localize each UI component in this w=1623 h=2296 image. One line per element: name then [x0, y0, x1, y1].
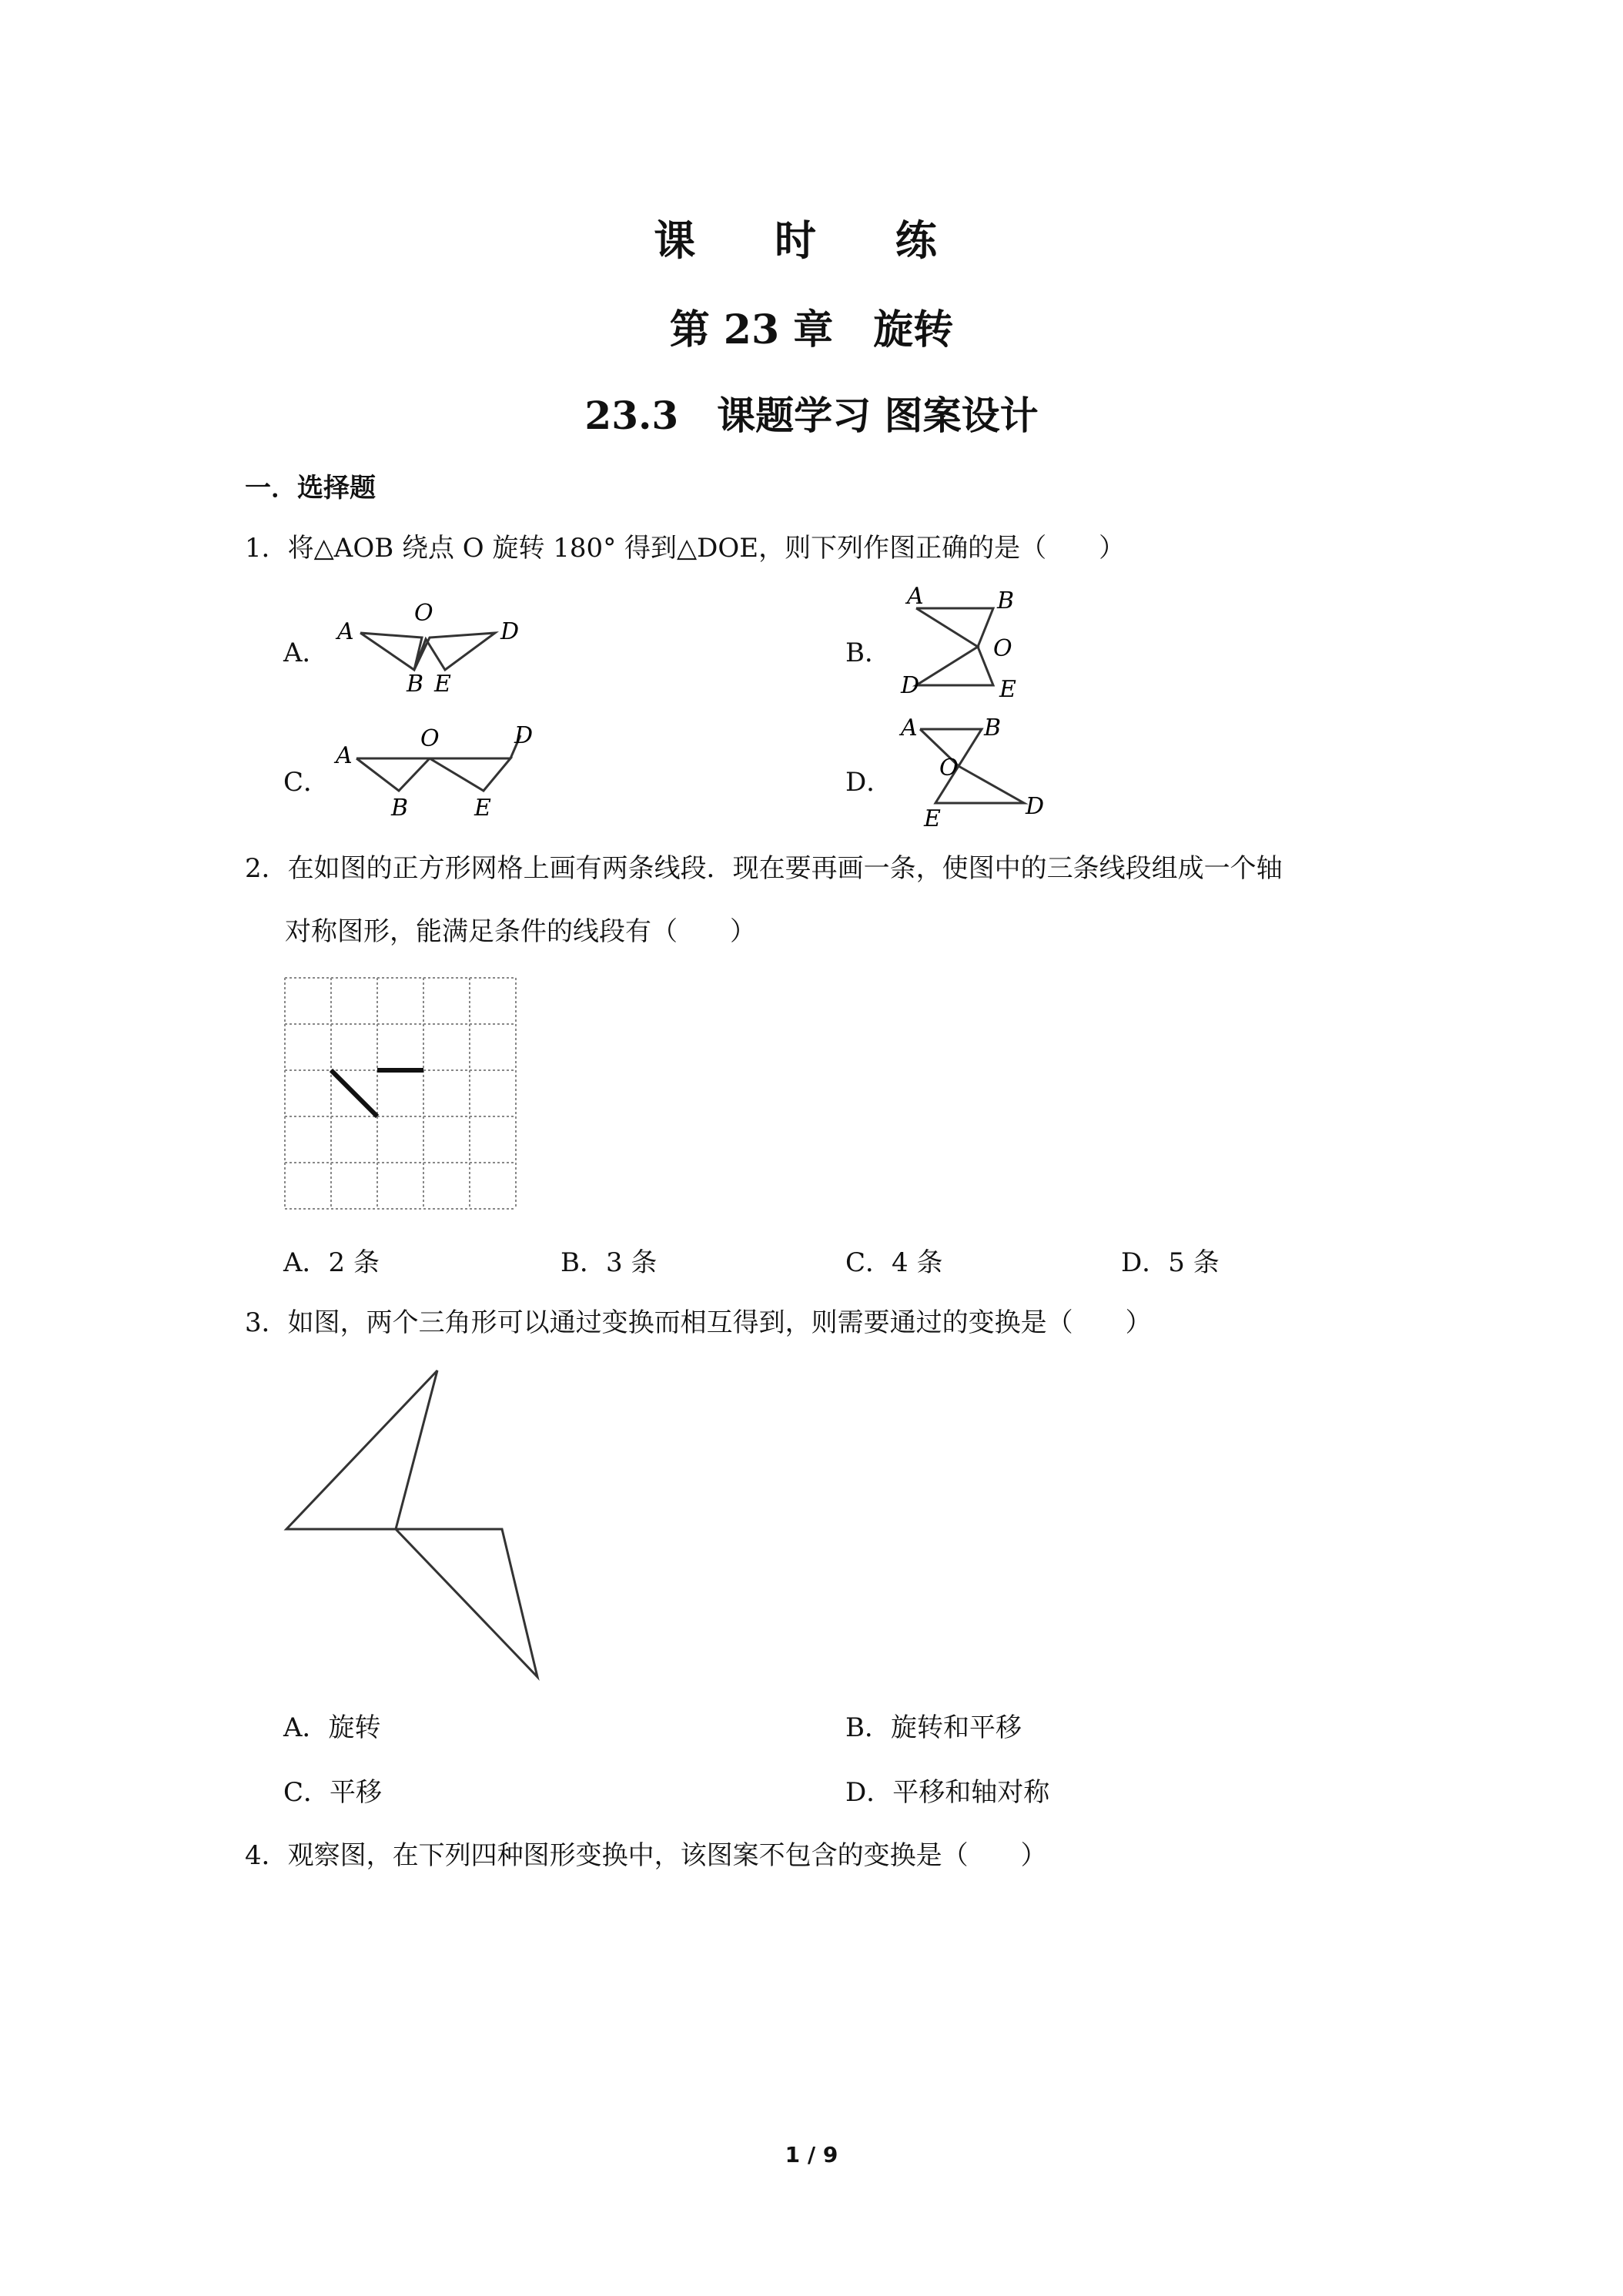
- q1-option-a-label: A．: [283, 638, 329, 668]
- q1-option-b-label: B．: [845, 638, 891, 668]
- q2-option-c: C．4 条: [845, 1247, 943, 1278]
- section-label: 一．选择题: [245, 473, 376, 504]
- q2-option-b: B．3 条: [561, 1247, 658, 1278]
- svg-text:A: A: [336, 742, 353, 769]
- q2-option-a: A．2 条: [283, 1247, 380, 1278]
- svg-text:D: D: [901, 672, 920, 699]
- svg-text:A: A: [907, 585, 924, 610]
- page-title: 课 时 练: [654, 216, 969, 265]
- q1-option-c-label: C．: [283, 767, 330, 798]
- q1-option-d-label: D．: [845, 767, 893, 798]
- q3-option-c: C．平移: [283, 1777, 383, 1808]
- svg-text:D: D: [1026, 793, 1045, 820]
- q3-option-a: A．旋转: [283, 1712, 381, 1743]
- q2-grid-figure: [283, 976, 524, 1217]
- q3-option-b: B．旋转和平移: [845, 1712, 1022, 1743]
- svg-text:E: E: [474, 795, 491, 820]
- svg-text:B: B: [984, 715, 1002, 741]
- question-2-text-line1: 2．在如图的正方形网格上画有两条线段．现在要再画一条，使图中的三条线段组成一个轴: [245, 853, 1283, 884]
- svg-text:A: A: [901, 715, 918, 741]
- q1-option-c-figure: [330, 720, 553, 820]
- q1-option-d-figure: [885, 712, 1062, 835]
- svg-text:O: O: [414, 600, 433, 627]
- q3-option-d: D．平移和轴对称: [845, 1777, 1050, 1808]
- question-4-text: 4．观察图，在下列四种图形变换中，该图案不包含的变换是（ ）: [245, 1840, 1047, 1871]
- svg-text:E: E: [924, 805, 941, 832]
- question-1-text: 1．将△AOB 绕点 O 旋转 180° 得到△DOE，则下列作图正确的是（ ）: [245, 533, 1126, 564]
- svg-text:D: D: [514, 722, 534, 749]
- q3-triangles-figure: [277, 1360, 554, 1683]
- svg-text:B: B: [997, 587, 1015, 614]
- svg-text:B: B: [391, 795, 409, 820]
- svg-text:O: O: [939, 755, 959, 782]
- svg-text:O: O: [993, 635, 1012, 662]
- question-2-text-line2: 对称图形，能满足条件的线段有（ ）: [285, 916, 756, 947]
- question-3-text: 3．如图，两个三角形可以通过变换而相互得到，则需要通过的变换是（ ）: [245, 1307, 1152, 1338]
- q2-option-d: D．5 条: [1121, 1247, 1220, 1278]
- section-title: 23.3 课题学习 图案设计: [584, 393, 1039, 438]
- q1-option-a-figure: [330, 593, 537, 693]
- chapter-title: 第 23 章 旋转: [669, 306, 954, 353]
- svg-text:E: E: [434, 671, 451, 693]
- page-number: 1 / 9: [785, 2142, 838, 2167]
- svg-text:A: A: [337, 618, 354, 645]
- svg-text:D: D: [500, 618, 520, 645]
- svg-text:E: E: [999, 676, 1016, 703]
- svg-text:O: O: [420, 725, 440, 752]
- q1-option-b-figure: [885, 585, 1047, 708]
- svg-text:B: B: [407, 671, 424, 693]
